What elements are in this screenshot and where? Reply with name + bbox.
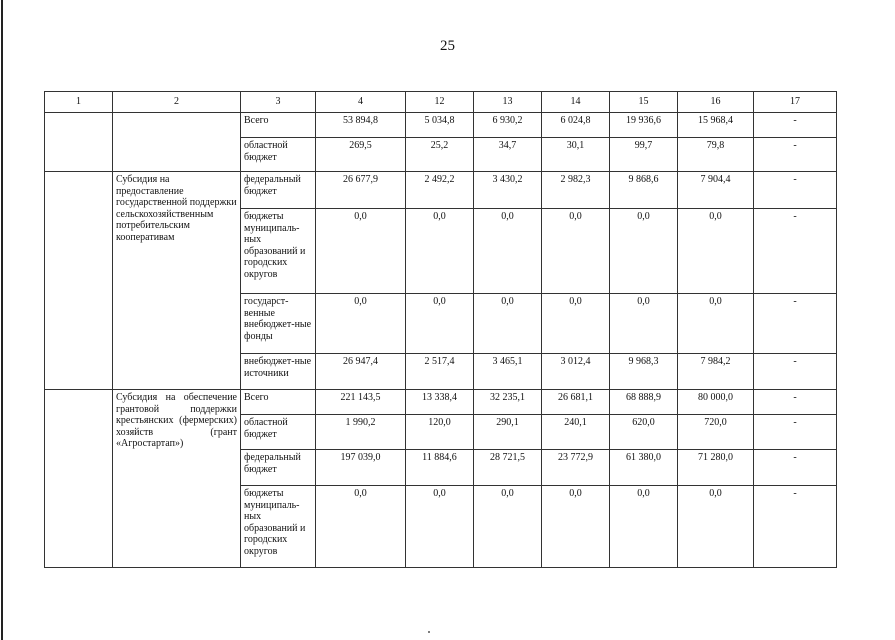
value-cell: 240,1 [542,415,610,450]
value-cell: 26 681,1 [542,390,610,415]
funding-source-cell: областной бюджет [241,415,316,450]
value-cell: 0,0 [610,294,678,354]
note-cell: - [754,209,837,294]
funding-source-cell: внебюджет-ные источники [241,354,316,390]
value-cell: 68 888,9 [610,390,678,415]
value-cell: 7 904,4 [678,172,754,209]
value-cell: 53 894,8 [316,113,406,138]
scan-speck [428,631,430,633]
value-cell: 2 982,3 [542,172,610,209]
value-cell: 25,2 [406,138,474,172]
program-name-cell: Субсидия на обеспечение грантовой поддержки крестьянских (фермерских) хозяйств (грант «Агростартап») [113,390,241,568]
column-header: 4 [316,92,406,113]
value-cell: 197 039,0 [316,450,406,486]
value-cell: 80 000,0 [678,390,754,415]
value-cell: 9 968,3 [610,354,678,390]
column-number-row [45,92,837,113]
value-cell: 26 677,9 [316,172,406,209]
column-header: 17 [754,92,837,113]
value-cell: 620,0 [610,415,678,450]
column-header: 12 [406,92,474,113]
value-cell: 3 430,2 [474,172,542,209]
funding-source-cell: бюджеты муниципаль-ных образований и городских округов [241,209,316,294]
note-cell: - [754,138,837,172]
value-cell: 0,0 [474,294,542,354]
note-cell: - [754,415,837,450]
value-cell: 6 930,2 [474,113,542,138]
funding-source-cell: Всего [241,113,316,138]
row-number-cell [45,172,113,390]
value-cell: 79,8 [678,138,754,172]
note-cell: - [754,450,837,486]
funding-source-cell: федеральный бюджет [241,172,316,209]
value-cell: 0,0 [542,486,610,568]
value-cell: 269,5 [316,138,406,172]
value-cell: 30,1 [542,138,610,172]
value-cell: 99,7 [610,138,678,172]
value-cell: 7 984,2 [678,354,754,390]
column-header: 15 [610,92,678,113]
scan-left-edge-line [1,0,3,640]
value-cell: 6 024,8 [542,113,610,138]
value-cell: 2 517,4 [406,354,474,390]
value-cell: 5 034,8 [406,113,474,138]
value-cell: 19 936,6 [610,113,678,138]
value-cell: 0,0 [406,294,474,354]
value-cell: 0,0 [406,209,474,294]
value-cell: 120,0 [406,415,474,450]
column-header: 1 [45,92,113,113]
value-cell: 0,0 [316,209,406,294]
value-cell: 13 338,4 [406,390,474,415]
value-cell: 26 947,4 [316,354,406,390]
value-cell: 0,0 [406,486,474,568]
value-cell: 71 280,0 [678,450,754,486]
value-cell: 290,1 [474,415,542,450]
value-cell: 32 235,1 [474,390,542,415]
value-cell: 0,0 [316,294,406,354]
column-header: 3 [241,92,316,113]
note-cell: - [754,294,837,354]
value-cell: 0,0 [474,486,542,568]
funding-source-cell: федеральный бюджет [241,450,316,486]
value-cell: 720,0 [678,415,754,450]
table-row [45,113,837,138]
row-number-cell [45,113,113,172]
value-cell: 0,0 [678,486,754,568]
value-cell: 0,0 [542,294,610,354]
funding-source-cell: государст-венные внебюджет-ные фонды [241,294,316,354]
value-cell: 0,0 [610,486,678,568]
value-cell: 0,0 [610,209,678,294]
note-cell: - [754,486,837,568]
note-cell: - [754,390,837,415]
value-cell: 2 492,2 [406,172,474,209]
page-number: 25 [440,38,455,54]
funding-source-cell: бюджеты муниципаль-ных образований и городских округов [241,486,316,568]
value-cell: 1 990,2 [316,415,406,450]
value-cell: 28 721,5 [474,450,542,486]
table-row [45,390,837,415]
funding-source-cell: Всего [241,390,316,415]
value-cell: 0,0 [678,294,754,354]
column-header: 2 [113,92,241,113]
program-name-cell: Субсидия на предоставление государственной поддержки сельскохозяйственным потребительским кооперативам [113,172,241,390]
column-header: 16 [678,92,754,113]
value-cell: 9 868,6 [610,172,678,209]
program-name-cell [113,113,241,172]
value-cell: 15 968,4 [678,113,754,138]
value-cell: 221 143,5 [316,390,406,415]
funding-source-cell: областной бюджет [241,138,316,172]
value-cell: 11 884,6 [406,450,474,486]
value-cell: 0,0 [474,209,542,294]
note-cell: - [754,354,837,390]
value-cell: 3 465,1 [474,354,542,390]
value-cell: 3 012,4 [542,354,610,390]
column-header: 14 [542,92,610,113]
value-cell: 0,0 [542,209,610,294]
note-cell: - [754,113,837,138]
value-cell: 0,0 [316,486,406,568]
value-cell: 34,7 [474,138,542,172]
value-cell: 0,0 [678,209,754,294]
note-cell: - [754,172,837,209]
table-row [45,172,837,209]
value-cell: 61 380,0 [610,450,678,486]
budget-table [44,91,837,568]
value-cell: 23 772,9 [542,450,610,486]
row-number-cell [45,390,113,568]
column-header: 13 [474,92,542,113]
